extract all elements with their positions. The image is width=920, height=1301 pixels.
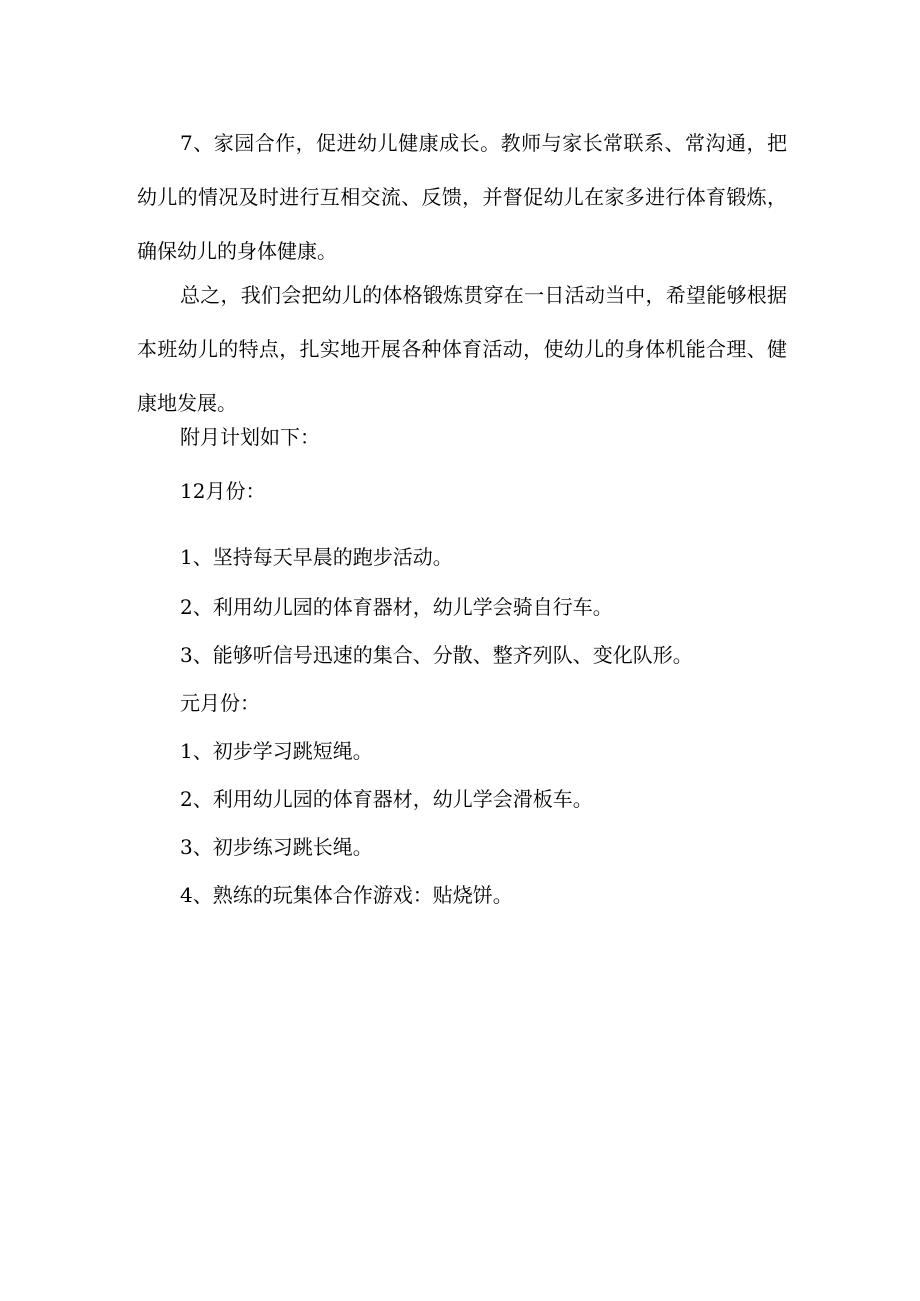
january-item-3: 3、初步练习跳长绳。 xyxy=(180,835,373,859)
december-heading: 12月份： xyxy=(180,479,266,503)
january-heading: 元月份： xyxy=(180,691,260,715)
paragraph-home-school-cooperation: 7、家园合作，促进幼儿健康成长。教师与家长常联系、常沟通，把幼儿的情况及时进行互相交流、反馈，并督促幼儿在家多进行体育锻炼，确保幼儿的身体健康。 xyxy=(137,131,787,263)
december-item-2: 2、利用幼儿园的体育器材，幼儿学会骑自行车。 xyxy=(180,595,613,619)
appendix-intro: 附月计划如下： xyxy=(180,425,320,449)
paragraph-summary: 总之，我们会把幼儿的体格锻炼贯穿在一日活动当中，希望能够根据本班幼儿的特点，扎实地开展各种体育活动，使幼儿的身体机能合理、健康地发展。 xyxy=(137,283,787,415)
january-item-4: 4、熟练的玩集体合作游戏：贴烧饼。 xyxy=(180,883,513,907)
december-item-1: 1、坚持每天早晨的跑步活动。 xyxy=(180,545,453,569)
december-item-3: 3、能够听信号迅速的集合、分散、整齐列队、变化队形。 xyxy=(180,643,693,667)
january-item-1: 1、初步学习跳短绳。 xyxy=(180,739,373,763)
january-item-2: 2、利用幼儿园的体育器材，幼儿学会滑板车。 xyxy=(180,787,593,811)
